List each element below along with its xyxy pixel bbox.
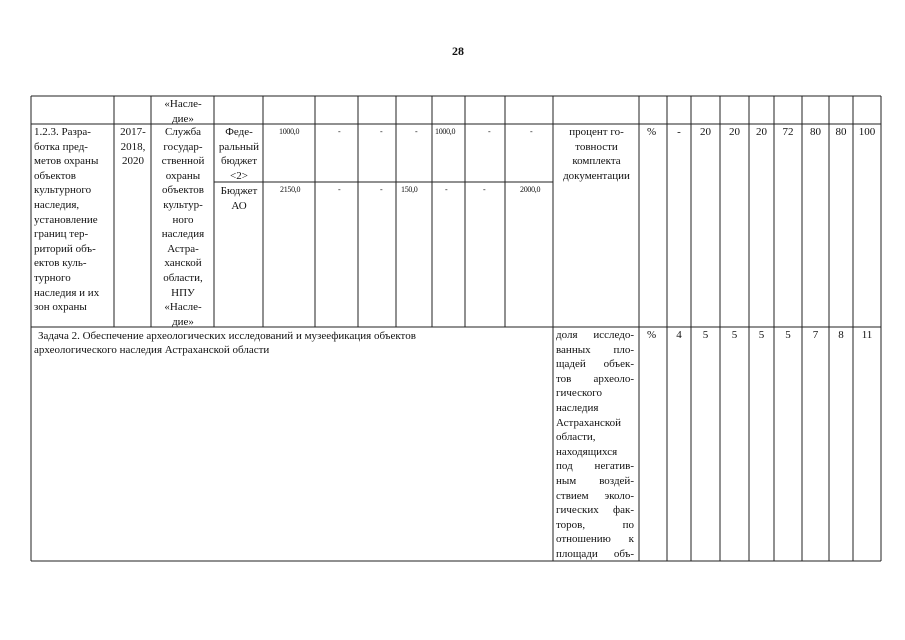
text-line: 1.2.3. Разра- bbox=[34, 126, 91, 138]
text-line: тов археоло- bbox=[556, 372, 634, 385]
text-line: 2020 bbox=[122, 155, 144, 168]
regional-value: 2000,0 bbox=[520, 185, 541, 194]
regional-source-cell bbox=[215, 184, 263, 213]
text-line: установление bbox=[34, 213, 98, 226]
federal-value: - bbox=[415, 127, 418, 136]
text-line: ханской bbox=[164, 257, 202, 270]
text-line: Феде- bbox=[225, 126, 253, 138]
federal-source-cell bbox=[215, 125, 263, 183]
text-line: ным воздей- bbox=[556, 474, 634, 487]
text-line: наследия и их bbox=[34, 286, 100, 299]
text-line: Служба bbox=[164, 126, 202, 138]
text-line: документации bbox=[563, 169, 630, 182]
text-line: товности bbox=[575, 140, 618, 153]
text-line: отношению к bbox=[556, 533, 634, 546]
text-line: НПУ bbox=[171, 286, 195, 299]
regional-value: - bbox=[445, 185, 448, 194]
federal-value: - bbox=[338, 127, 341, 136]
text-line: Астраханской bbox=[556, 416, 622, 429]
target-value: 11 bbox=[861, 329, 873, 341]
target-value: 20 bbox=[729, 126, 740, 138]
task2-title bbox=[38, 329, 416, 344]
text-line: гических фак- bbox=[556, 504, 634, 517]
text-line: доля исследо- bbox=[556, 329, 634, 341]
text-line: объектов bbox=[162, 184, 204, 197]
target-value: 100 bbox=[858, 126, 876, 138]
text-line: ного bbox=[172, 213, 194, 226]
text-line: ванных пло- bbox=[556, 343, 634, 356]
text-line: «Насле- bbox=[164, 301, 202, 314]
text-line: наследия bbox=[161, 228, 205, 241]
text-line: 2018, bbox=[120, 140, 146, 153]
text-line: зон охраны bbox=[34, 301, 87, 314]
period-cell bbox=[115, 125, 151, 169]
text-line: дие» bbox=[172, 112, 194, 125]
text-line: ботка пред- bbox=[34, 140, 88, 153]
text-line: находящихся bbox=[556, 445, 618, 458]
indicator-cell bbox=[554, 125, 639, 183]
regional-value: 150,0 bbox=[401, 185, 418, 194]
federal-value: 1000,0 bbox=[279, 127, 300, 136]
federal-value: - bbox=[488, 127, 491, 136]
text-line: государ- bbox=[163, 140, 203, 153]
text-line: наследия, bbox=[34, 198, 80, 211]
unit-cell: % bbox=[647, 329, 657, 341]
regional-value: - bbox=[483, 185, 486, 194]
task2-title-continued bbox=[34, 343, 269, 358]
target-value: - bbox=[677, 126, 681, 138]
text-line: границ тер- bbox=[34, 228, 89, 241]
text-line: ственной bbox=[161, 155, 205, 168]
unit-cell: % bbox=[647, 126, 657, 138]
text-line: «Насле- bbox=[164, 98, 202, 110]
target-value: 72 bbox=[782, 126, 794, 138]
text-line: АО bbox=[231, 199, 247, 212]
text-line: области, bbox=[556, 431, 596, 444]
text-line: ектов куль- bbox=[34, 257, 87, 270]
text-line: Астра- bbox=[167, 242, 199, 255]
federal-value: 1000,0 bbox=[435, 127, 456, 136]
text-line: объектов bbox=[34, 169, 76, 182]
text-line: метов охраны bbox=[34, 155, 99, 168]
target-value: 8 bbox=[838, 329, 844, 341]
text-line: Задача 2. Обеспечение археологических исследований и музеефикация объектов bbox=[38, 330, 416, 342]
target-value: 20 bbox=[756, 126, 767, 138]
text-line: археологического наследия Астраханской области bbox=[34, 344, 270, 356]
text-line: <2> bbox=[230, 169, 248, 182]
measure-cell bbox=[34, 125, 99, 315]
target-value: 5 bbox=[731, 329, 738, 341]
text-line: комплекта bbox=[572, 155, 621, 168]
target-value: 80 bbox=[810, 126, 821, 138]
text-line: ствием эколо- bbox=[556, 489, 634, 502]
text-line: турного bbox=[34, 271, 71, 284]
target-value: 80 bbox=[835, 126, 847, 138]
page-number: 28 bbox=[452, 44, 464, 58]
target-value: 20 bbox=[700, 126, 711, 138]
regional-value: 2150,0 bbox=[280, 185, 301, 194]
target-value: 4 bbox=[676, 329, 682, 341]
text-line: гического bbox=[556, 387, 602, 400]
executor-cell bbox=[152, 125, 214, 329]
regional-value: - bbox=[380, 185, 383, 194]
target-value: 5 bbox=[702, 329, 709, 341]
text-line: площади объ- bbox=[556, 547, 634, 560]
top-executor-tail bbox=[152, 97, 214, 126]
federal-value: - bbox=[530, 127, 533, 136]
text-line: процент го- bbox=[569, 126, 624, 138]
target-value: 5 bbox=[758, 329, 765, 341]
text-line: под негатив- bbox=[556, 460, 634, 473]
regional-value: - bbox=[338, 185, 341, 194]
text-line: торов, по bbox=[556, 518, 634, 531]
federal-value: - bbox=[380, 127, 383, 136]
task2-indicator-cell bbox=[556, 328, 634, 562]
text-line: наследия bbox=[556, 401, 599, 414]
text-line: риторий объ- bbox=[34, 242, 96, 255]
text-line: 2017- bbox=[120, 126, 146, 138]
target-value: 7 bbox=[812, 329, 819, 341]
target-value: 5 bbox=[785, 329, 791, 341]
text-line: ральный bbox=[218, 140, 260, 153]
text-line: культур- bbox=[163, 198, 203, 211]
text-line: дие» bbox=[172, 315, 194, 328]
text-line: бюджет bbox=[221, 155, 257, 168]
text-line: охраны bbox=[165, 169, 201, 182]
text-line: культурного bbox=[34, 184, 92, 197]
text-line: Бюджет bbox=[220, 185, 258, 197]
text-line: области, bbox=[163, 271, 203, 284]
text-line: щадей объек- bbox=[556, 358, 634, 371]
